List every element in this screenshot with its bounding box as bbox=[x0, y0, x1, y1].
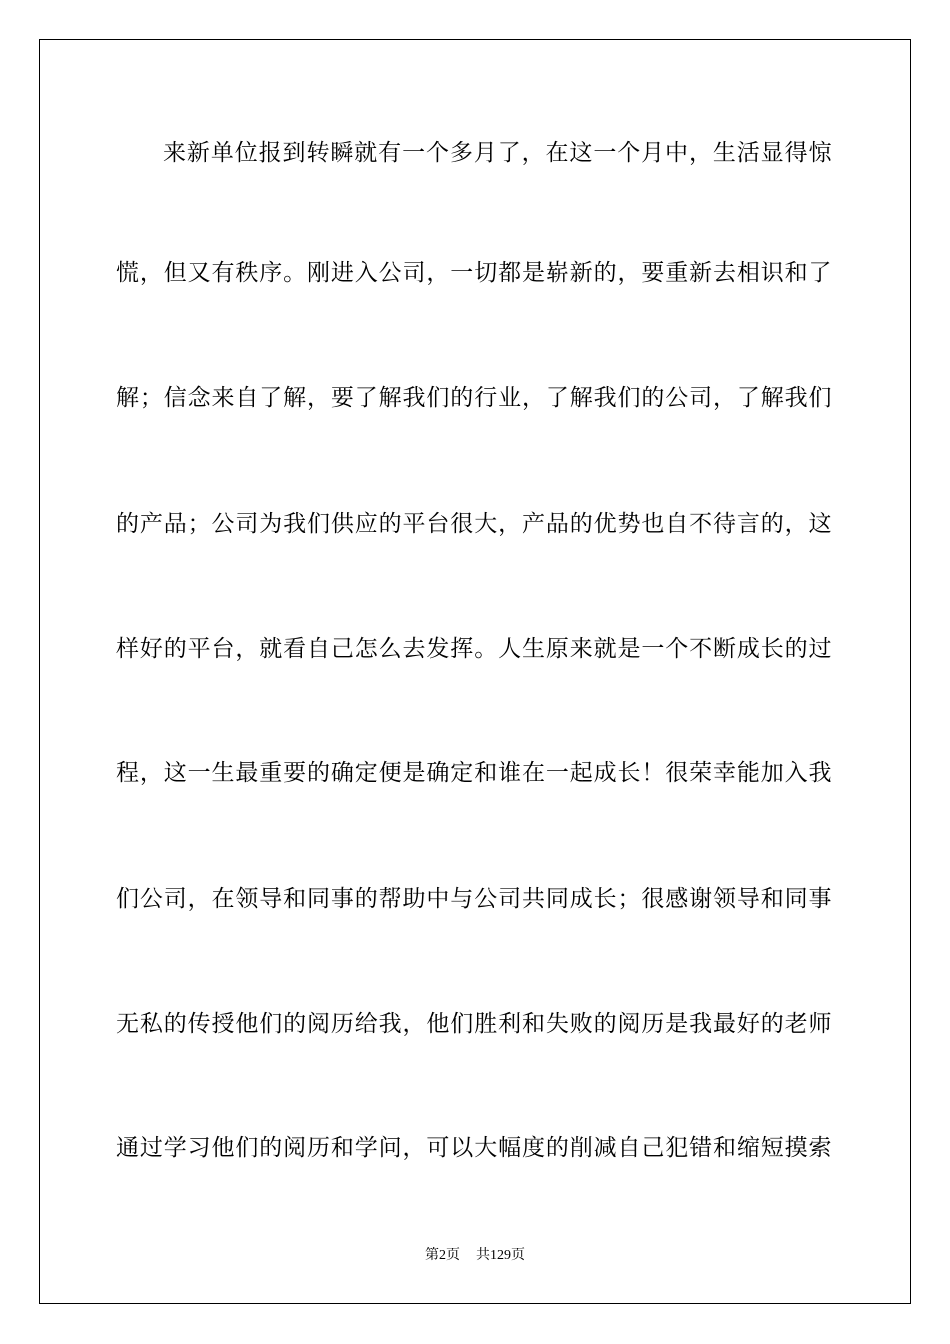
page-number: 第2页 bbox=[425, 1248, 460, 1263]
paragraph-line: 程，这一生最重要的确定便是确定和谁在一起成长！很荣幸能加入我 bbox=[116, 760, 832, 786]
paragraph-line: 无私的传授他们的阅历给我，他们胜利和失败的阅历是我最好的老师 bbox=[116, 1011, 832, 1037]
paragraph-line: 的产品；公司为我们供应的平台很大，产品的优势也自不待言的，这 bbox=[116, 511, 832, 537]
paragraph-line: 样好的平台，就看自己怎么去发挥。人生原来就是一个不断成长的过 bbox=[116, 636, 832, 662]
page-footer bbox=[0, 1246, 950, 1266]
total-pages: 共129页 bbox=[476, 1248, 525, 1263]
page-border bbox=[39, 39, 911, 1304]
paragraph-line: 解；信念来自了解，要了解我们的行业，了解我们的公司，了解我们 bbox=[116, 385, 832, 411]
paragraph-line: 慌，但又有秩序。刚进入公司，一切都是崭新的，要重新去相识和了 bbox=[116, 260, 832, 286]
paragraph-line: 通过学习他们的阅历和学问，可以大幅度的削减自己犯错和缩短摸索 bbox=[116, 1135, 832, 1161]
paragraph-line: 们公司，在领导和同事的帮助中与公司共同成长；很感谢领导和同事 bbox=[116, 886, 832, 912]
paragraph-line: 来新单位报到转瞬就有一个多月了，在这一个月中，生活显得惊 bbox=[163, 140, 832, 166]
